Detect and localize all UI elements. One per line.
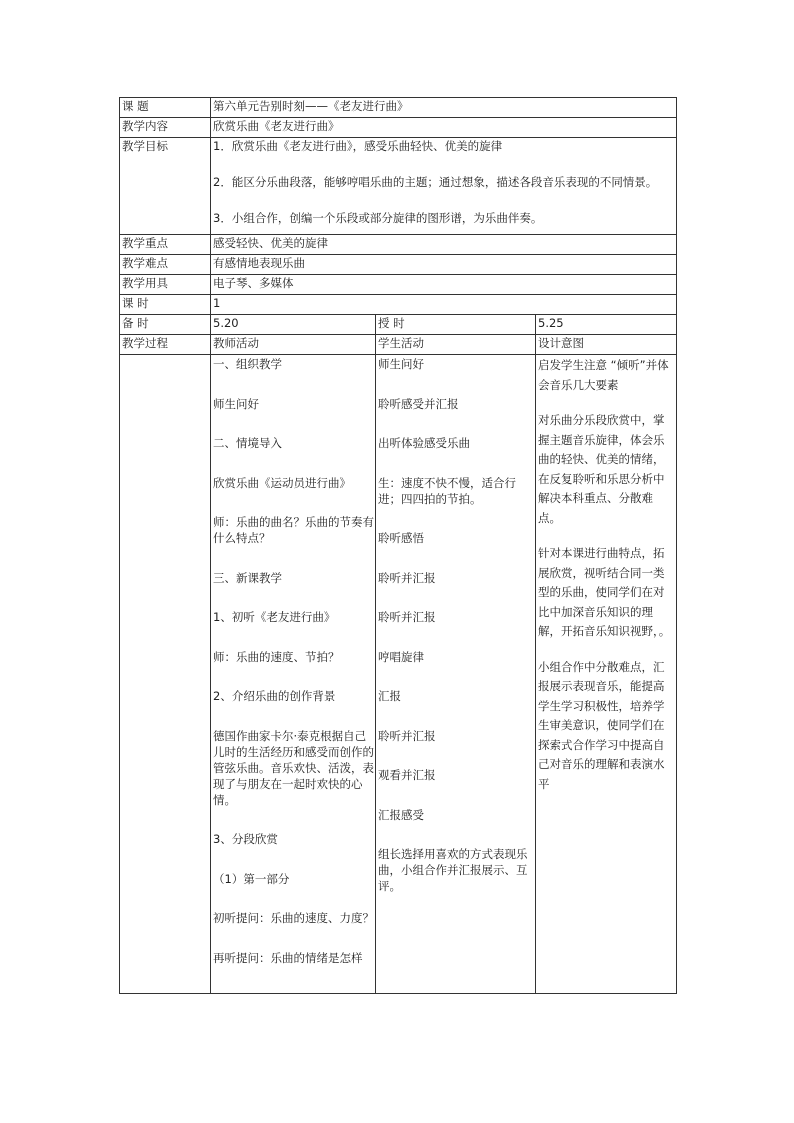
teacher-header: 教师活动 xyxy=(211,335,376,355)
teacher-activity: 3、分段欣赏 xyxy=(213,832,278,846)
student-activity: 汇报感受 xyxy=(378,807,424,822)
objectives-row xyxy=(120,138,677,235)
teach-value: 5.25 xyxy=(536,315,677,335)
design-header: 设计意图 xyxy=(536,335,677,355)
student-activity: 观看并汇报 xyxy=(378,768,436,782)
key-points-label: 教学重点 xyxy=(120,235,211,255)
prep-row xyxy=(120,315,677,335)
objective-item: 1．欣赏乐曲《老友进行曲》，感受乐曲轻快、优美的旋律 xyxy=(213,139,503,153)
tools-value: 电子琴、多媒体 xyxy=(211,275,677,295)
student-activity: 聆听并汇报 xyxy=(378,610,436,624)
teacher-activity: 2、介绍乐曲的创作背景 xyxy=(213,689,336,703)
teacher-activity: 三、新课教学 xyxy=(213,570,282,585)
design-intent-item: 针对本课进行曲特点，拓展欣赏，视听结合同一类型的乐曲，使同学们在对比中加深音乐知识的理解，开拓音乐知识视野，。 xyxy=(538,546,671,638)
hours-row xyxy=(120,295,677,315)
content-row xyxy=(120,118,677,138)
teacher-activity: （1）第一部分 xyxy=(213,871,290,886)
objective-item: 2．能区分乐曲段落，能够哼唱乐曲的主题；通过想象，描述各段音乐表现的不同情景。 xyxy=(213,175,658,189)
student-activity: 聆听感悟 xyxy=(378,531,424,545)
design-intent-item: 启发学生注意 “倾听”并体会音乐几大要素 xyxy=(538,358,669,392)
student-header: 学生活动 xyxy=(376,335,536,355)
design-intent-item: 对乐曲分乐段欣赏中，掌握主题音乐旋律，体会乐曲的轻快、优美的情绪，在反复聆听和乐思分析中解决本科重点、分散难点。 xyxy=(538,413,665,525)
difficulties-row xyxy=(120,255,677,275)
objective-item: 3．小组合作，创编一个乐段或部分旋律的图形谱，为乐曲伴奏。 xyxy=(213,211,543,225)
teacher-activity: 欣赏乐曲《运动员进行曲》 xyxy=(213,475,351,490)
student-activity: 出听体验感受乐曲 xyxy=(378,436,470,450)
teacher-activity: 二、情境导入 xyxy=(213,436,282,450)
hours-value: 1 xyxy=(211,295,677,315)
student-activity: 师生问好 xyxy=(378,357,424,371)
objectives-list xyxy=(211,138,677,235)
student-activity: 聆听并汇报 xyxy=(378,570,436,585)
difficulties-label: 教学难点 xyxy=(120,255,211,275)
student-activity: 聆听感受并汇报 xyxy=(378,396,459,411)
student-activity: 汇报 xyxy=(378,689,401,703)
process-empty-cell xyxy=(120,355,211,994)
design-intent-cell xyxy=(536,355,677,994)
student-activity: 哼唱旋律 xyxy=(378,649,424,664)
teacher-activity: 德国作曲家卡尔·泰克根据自己儿时的生活经历和感受而创作的管弦乐曲。音乐欢快、活泼，表现了与朋友在一起时欢快的心情。 xyxy=(213,728,374,807)
teacher-activity: 师生问好 xyxy=(213,396,259,411)
teacher-activity: 一、组织教学 xyxy=(213,357,282,371)
content-label: 教学内容 xyxy=(120,118,211,138)
topic-label: 课 题 xyxy=(120,98,211,118)
process-header-row xyxy=(120,335,677,355)
teacher-activity: 师：乐曲的速度、节拍？ xyxy=(213,649,340,664)
teach-label: 授 时 xyxy=(376,315,536,335)
student-activity: 生：速度不快不慢，适合行进；四四拍的节拍。 xyxy=(378,475,516,506)
teacher-activity: 初听提问：乐曲的速度、力度？ xyxy=(213,911,374,925)
teacher-activity: 师：乐曲的曲名？乐曲的节奏有什么特点？ xyxy=(213,515,374,545)
lesson-plan-table xyxy=(119,97,677,994)
key-points-value: 感受轻快、优美的旋律 xyxy=(211,235,677,255)
process-label: 教学过程 xyxy=(120,335,211,355)
student-activity: 组长选择用喜欢的方式表现乐曲，小组合作并汇报展示、互评。 xyxy=(378,847,528,893)
prep-label: 备 时 xyxy=(120,315,211,335)
tools-row xyxy=(120,275,677,295)
design-intent-item: 小组合作中分散难点，汇报展示表现音乐，能提高学生学习积极性，培养学生审美意识，使同学们在探索式合作学习中提高自己对音乐的理解和表演水平 xyxy=(538,659,665,791)
topic-row xyxy=(120,98,677,118)
content-value: 欣赏乐曲《老友进行曲》 xyxy=(211,118,677,138)
topic-value: 第六单元告别时刻——《老友进行曲》 xyxy=(211,98,677,118)
key-points-row xyxy=(120,235,677,255)
difficulties-value: 有感情地表现乐曲 xyxy=(211,255,677,275)
objectives-label: 教学目标 xyxy=(120,138,211,235)
teacher-activity: 1、初听《老友进行曲》 xyxy=(213,610,336,624)
teacher-activities-cell xyxy=(211,355,376,994)
prep-value: 5.20 xyxy=(211,315,376,335)
student-activity: 聆听并汇报 xyxy=(378,728,436,743)
student-activities-cell xyxy=(376,355,536,994)
process-body-row xyxy=(120,355,677,994)
teacher-activity: 再听提问：乐曲的情绪是怎样 xyxy=(213,950,363,965)
tools-label: 教学用具 xyxy=(120,275,211,295)
hours-label: 课 时 xyxy=(120,295,211,315)
